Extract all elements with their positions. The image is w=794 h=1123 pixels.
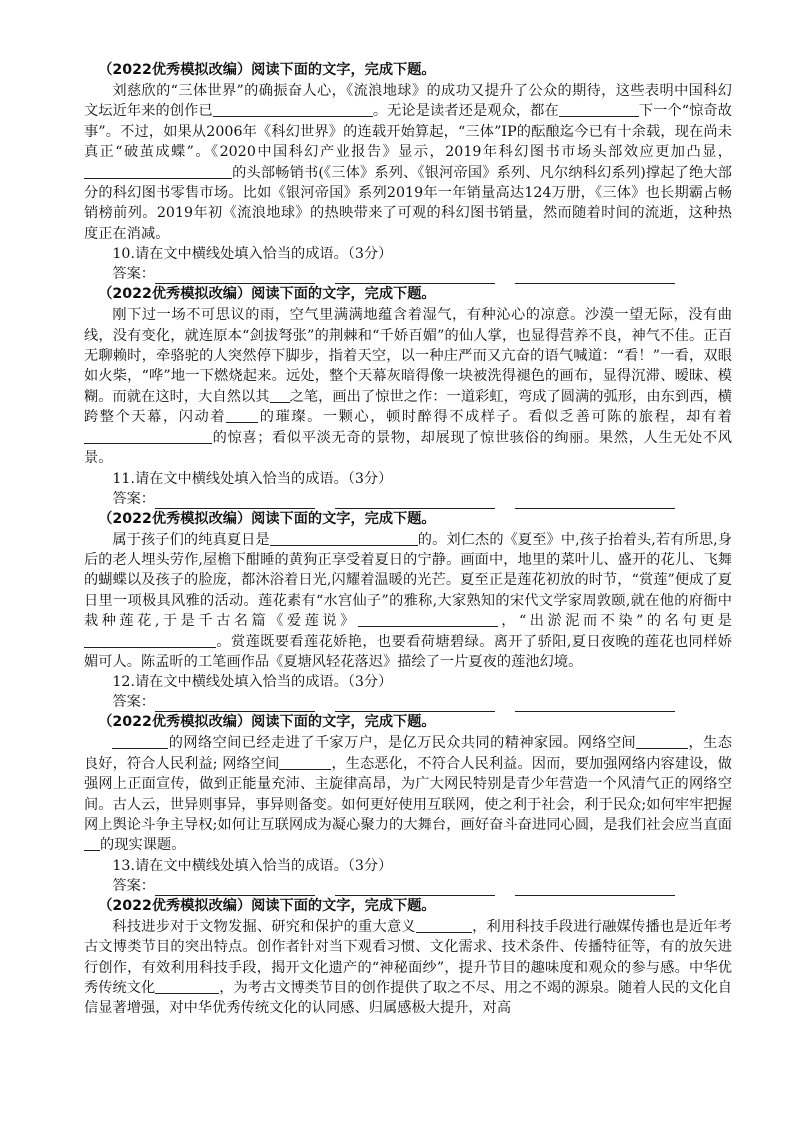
answer-line[interactable] [515, 271, 675, 284]
answer-line[interactable] [515, 496, 675, 509]
fill-blank[interactable] [84, 429, 212, 444]
fill-blank[interactable] [559, 102, 639, 117]
fill-blank[interactable] [84, 836, 100, 851]
passage-segment: 下一个“惊奇故事”。不过，如果从2006年《科幻世界》的连载开始算起，“三体”IP的酝酿迄今已有十余载，现在尚未真正“破茧成蝶”。《2020中国科幻产业报告》显示，2019年科幻图书市场头部效应更加凸显， [84, 103, 732, 161]
section-heading: （2022优秀模拟改编）阅读下面的文字，完成下题。 [98, 286, 436, 303]
fill-blank[interactable] [270, 531, 418, 546]
fill-blank[interactable] [279, 755, 331, 770]
answer-row [84, 877, 732, 896]
section-heading: （2022优秀模拟改编）阅读下面的文字，完成下题。 [98, 897, 436, 914]
question-prompt: 12.请在文中横线处填入恰当的成语。（3分） [112, 674, 393, 691]
section-heading: （2022优秀模拟改编）阅读下面的文字，完成下题。 [98, 510, 436, 527]
passage-segment: ，利用科技手段进行融媒传播也是近年考古文博类节目的突出特点。创作者针对当下观看习惯、文化需求、技术条件、传播特征等，有的放矢进行创作，有效利用科技手段，揭开文化遗产的“神秘面纱”，提升节目的趣味度和观众的参与感。中华优秀传统文化 [84, 918, 732, 996]
fill-blank[interactable] [270, 388, 290, 403]
fill-blank[interactable] [358, 612, 498, 627]
answer-line[interactable] [155, 883, 315, 896]
passage-segment: 的头部畅销书(《三体》系列、《银河帝国》系列、凡尔纳科幻系列)撑起了绝大部分的科幻图书零售市场。比如《银河帝国》系列2019年一年销量高达124万册，《三体》也长期霸占畅销榜前列。2019年初《流浪地球》的热映带来了可观的科幻图书销量，然而随着时间的流逝，这种热度正在消减。 [84, 164, 732, 242]
passage-segment: 的网络空间已经走进了千家万户，是亿万民众共同的精神家园。网络空间 [168, 735, 637, 752]
answer-line[interactable] [335, 699, 495, 712]
answer-line[interactable] [515, 699, 675, 712]
passage-segment: 之笔，画出了惊世之作：一道彩虹，弯成了圆满的弧形，由东到西，横跨整个天幕，闪动着 [84, 388, 732, 426]
passage-segment: ，生态良好，符合人民利益; 网络空间 [84, 735, 732, 772]
passage-segment: 的现实课题。 [100, 837, 186, 854]
answer-line[interactable] [335, 271, 495, 284]
passage-segment: 刘慈欣的“三体世界”的确振奋人心，《流浪地球》的成功又提升了公众的期待，这些表明中国科幻文坛近年来的创作已 [84, 83, 732, 120]
passage-segment: ，生态恶化，不符合人民利益。因而，要加强网络内容建设，做强网上正面宣传，做到正能量充沛、主旋律高昂，为广大网民特别是青少年营造一个风清气正的网络空间。古人云，世异则事异，事异则备变。如何更好使用互联网，使之利于社会，利于民众;如何牢牢把握网上舆论斗争主导权;如何让互联网成为凝心聚力的大舞台，画好奋斗奋进同心圆，是我们社会应当直面 [84, 755, 732, 833]
fill-blank[interactable] [213, 102, 373, 117]
document-page [84, 60, 732, 1019]
answer-line[interactable] [515, 883, 675, 896]
passage-segment: ，为考古文博类节目的创作提供了取之不尽、用之不竭的源泉。随着人民的文化自信显著增强，对中华优秀传统文化的认同感、归属感极大提升，对高 [84, 980, 732, 1017]
answer-label: 答案： [112, 490, 155, 507]
answer-label: 答案： [112, 877, 155, 894]
passage-segment: 的惊喜；看似平淡无奇的景物，却展现了惊世骇俗的绚丽。果然，人生无处不风景。 [84, 429, 732, 467]
passage-segment: ，“出淤泥而不染”的名句更是 [497, 613, 732, 630]
fill-blank[interactable] [84, 164, 232, 179]
fill-blank[interactable] [416, 918, 472, 933]
fill-blank[interactable] [636, 734, 688, 749]
fill-blank[interactable] [226, 408, 258, 423]
passage-text [84, 530, 732, 673]
passage-text [84, 81, 732, 244]
question-block-10 [84, 60, 732, 284]
fill-blank[interactable] [112, 734, 168, 749]
answer-line[interactable] [335, 883, 495, 896]
question-prompt: 13.请在文中横线处填入恰当的成语。（3分） [112, 857, 393, 874]
answer-line[interactable] [155, 699, 315, 712]
passage-segment: 属于孩子们的纯真夏日是 [112, 531, 270, 548]
passage-segment: 的。刘仁杰的《夏至》中,孩子抬着头,若有所思,身后的老人埋头劳作,屋檐下酣睡的黄狗正享受着夏日的宁静。画面中，地里的菜叶儿、盛开的花儿、飞舞的蝴蝶以及孩子的脸庞，都沐浴着日光,闪耀着温暖的光芒。夏至正是莲花初放的时节，“赏莲”便成了夏日里一项极具风雅的活动。莲花素有“水宫仙子”的雅称,大家熟知的宋代文学家周敦颐,就在他的府衙中栽种莲花,于是千古名篇《爱莲说》 [84, 531, 732, 630]
section-heading: （2022优秀模拟改编）阅读下面的文字，完成下题。 [98, 62, 436, 78]
passage-segment: 。无论是读者还是观众，都在 [372, 103, 559, 120]
question-block-12 [84, 509, 732, 713]
answer-line[interactable] [155, 271, 315, 284]
answer-line[interactable] [335, 496, 495, 509]
passage-text [84, 917, 732, 1019]
passage-text [84, 305, 732, 468]
passage-segment: 。赏莲既要看莲花娇艳，也要看荷塘碧绿。离开了骄阳,夏日夜晚的莲花也同样娇媚可人。陈孟昕的工笔画作品《夏塘风轻花落迟》描绘了一片夏夜的莲池幻境。 [84, 633, 732, 670]
answer-row [84, 490, 732, 509]
question-prompt: 11.请在文中横线处填入恰当的成语。（3分） [112, 470, 393, 487]
fill-blank[interactable] [84, 633, 216, 648]
passage-segment: 刚下过一场不可思议的雨，空气里满满地蕴含着湿气，有种沁心的凉意。沙漠一望无际，没有曲线，没有变化，就连原本“剑拔弩张”的荆棘和“千娇百媚”的仙人掌，也显得营养不良，神气不佳。正百无聊赖时，牵骆驼的人突然停下脚步，指着天空，以一种庄严而又亢奋的语气喊道：“看！”一看，双眼如火柴，“哗”地一下燃烧起来。远处，整个天幕灰暗得像一块被洗得褪色的画布，显得沉滞、暧昧、模糊。而就在这时，大自然以其 [84, 307, 732, 405]
answer-row [84, 693, 732, 712]
question-block-13 [84, 712, 732, 895]
question-block-14 [84, 896, 732, 1019]
passage-segment: 的璀璨。一颗心，顿时醉得不成样子。看似乏善可陈的旅程，却有着 [258, 409, 732, 426]
answer-line[interactable] [155, 496, 315, 509]
passage-text [84, 733, 732, 855]
answer-label: 答案： [112, 266, 155, 283]
answer-row [84, 265, 732, 284]
passage-segment: 科技进步对于文物发掘、研究和保护的重大意义 [112, 918, 416, 935]
question-block-11 [84, 284, 732, 508]
question-prompt: 10.请在文中横线处填入恰当的成语。（3分） [112, 246, 393, 263]
section-heading: （2022优秀模拟改编）阅读下面的文字，完成下题。 [98, 714, 436, 731]
answer-label: 答案： [112, 694, 155, 711]
fill-blank[interactable] [155, 979, 219, 994]
